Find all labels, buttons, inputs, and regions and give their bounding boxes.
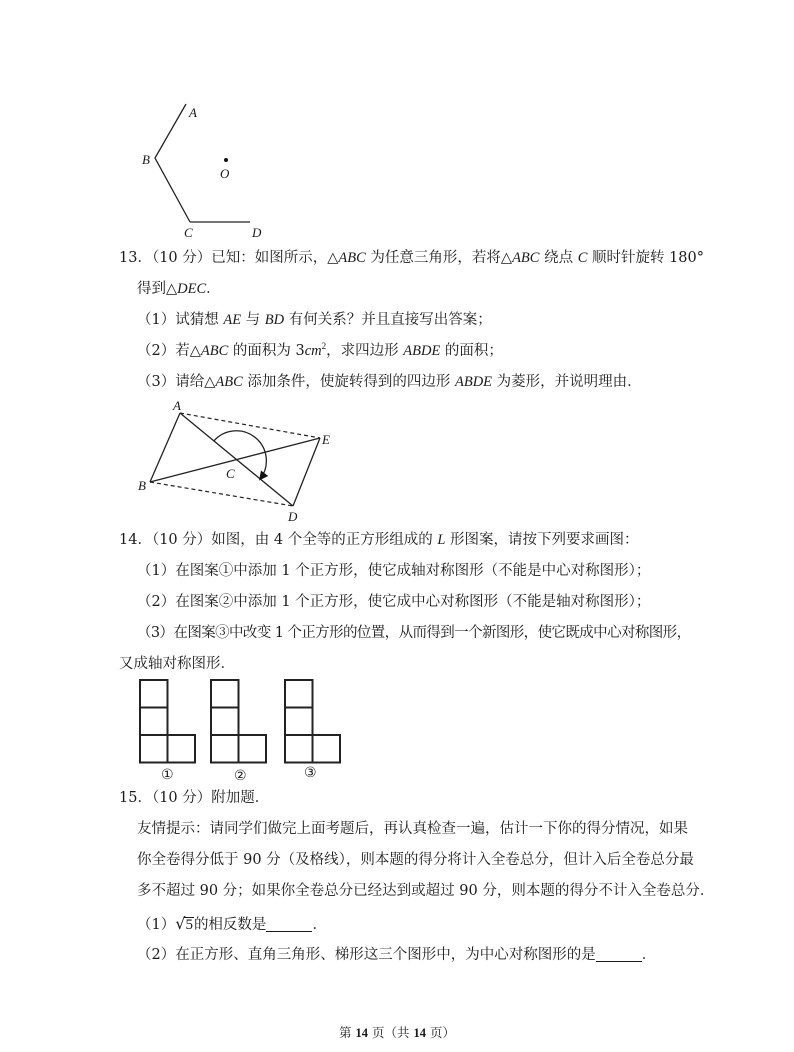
label-d: D — [288, 509, 298, 524]
l-shape-pattern-3 — [284, 679, 342, 765]
label-d: D — [252, 225, 262, 240]
answer-blank[interactable] — [596, 947, 642, 962]
pattern-label-1: ① — [161, 767, 174, 783]
page-footer — [0, 1025, 794, 1041]
label-c: C — [226, 466, 235, 481]
square — [239, 735, 267, 763]
text-run: ，求四边形 — [326, 343, 404, 359]
label-b: B — [142, 152, 150, 167]
segment-ed — [293, 438, 320, 506]
label-c: C — [184, 225, 193, 240]
math-var: ABC — [200, 343, 229, 359]
segment-ab — [150, 413, 180, 482]
footer-text: 第 — [339, 1025, 356, 1040]
q14-subquestion-3-continued: 又成轴对称图形． — [119, 656, 235, 672]
rotation-arrow-icon — [214, 431, 266, 479]
square — [211, 708, 239, 736]
label-o: O — [220, 166, 230, 181]
math-var: C — [577, 250, 588, 266]
q13-subquestion-3 — [137, 373, 642, 391]
math-var: ABDE — [403, 343, 441, 359]
math-var: L — [437, 532, 446, 548]
label-e: E — [322, 432, 330, 447]
text-run: 与 — [241, 312, 265, 328]
math-var: BD — [264, 312, 285, 328]
footer-text: 页） — [425, 1025, 455, 1040]
text-run: ． — [641, 947, 657, 963]
text-run: （2）在正方形、直角三角形、梯形这三个图形中，为中心对称图形的是 — [137, 947, 596, 963]
unit: cm — [304, 343, 322, 359]
square — [211, 735, 239, 763]
radical-sign: √ — [175, 914, 186, 933]
text-run: 的面积； — [440, 343, 503, 359]
q13-stem-line2 — [137, 280, 221, 298]
text-run: 14．（10 分）如图，由 4 个全等的正方形组成的 — [119, 532, 438, 548]
square — [285, 735, 313, 763]
text-run: 绕点 — [539, 250, 578, 266]
q15-tip-line3: 多不超过 90 分；如果你全卷总分已经达到或超过 90 分，则本题的得分不计入全卷总分． — [137, 883, 715, 899]
q14-subquestion-3: （3）在图案③中改变 1 个正方形的位置，从而得到一个新图形，使它既成中心对称图形， — [137, 625, 691, 641]
math-var: ABC — [512, 250, 540, 266]
square — [140, 735, 168, 763]
math-var: ABC — [338, 250, 366, 266]
pattern-label-2: ② — [234, 768, 247, 784]
q13-subquestion-2 — [137, 342, 503, 361]
radicand: 5 — [185, 917, 193, 933]
label-b: B — [138, 478, 146, 493]
segment-be — [150, 438, 320, 482]
q14-subquestion-2: （2）在图案②中添加 1 个正方形，使它成中心对称图形（不能是轴对称图形）； — [137, 594, 651, 610]
text-run: 有何关系？并且直接写出答案； — [284, 312, 492, 328]
text-run: （2）若△ — [137, 343, 201, 359]
point-o — [224, 158, 228, 162]
text-run: 的面积为 3 — [228, 343, 305, 359]
q15-subquestion-1 — [137, 915, 327, 934]
square — [285, 708, 313, 736]
answer-blank[interactable] — [266, 917, 312, 932]
text-run: 添加条件，使旋转得到的四边形 — [242, 374, 455, 390]
q13-subquestion-1 — [137, 311, 492, 329]
square — [285, 680, 313, 708]
text-run: （3）请给△ — [137, 374, 216, 390]
math-var: ABDE — [455, 374, 493, 390]
q15-tip-line2: 你全卷得分低于 90 分（及格线），则本题的得分将计入全卷总分，但计入后全卷总分最 — [137, 852, 694, 868]
math-var: AE — [223, 312, 242, 328]
text-run: 13．（10 分）已知：如图所示，△ — [119, 250, 339, 266]
q15-tip-line1: 友情提示：请同学们做完上面考题后，再认真检查一遍，估计一下你的得分情况，如果 — [137, 821, 688, 837]
l-shape-pattern-2 — [210, 679, 268, 765]
l-shape-pattern-1 — [139, 679, 197, 765]
dashed-segment-bd — [150, 482, 293, 506]
text-run: 顺时针旋转 180° — [587, 250, 705, 266]
label-a: A — [189, 105, 197, 120]
square — [168, 735, 196, 763]
pattern-label-3: ③ — [304, 765, 317, 781]
q15-stem: 15．（10 分）附加题． — [119, 790, 270, 806]
q13-stem-line1 — [119, 249, 704, 267]
q15-subquestion-2 — [137, 946, 656, 964]
q14-subquestion-1: （1）在图案①中添加 1 个正方形，使它成轴对称图形（不能是中心对称图形）； — [137, 563, 651, 579]
total-page-number: 14 — [413, 1026, 426, 1040]
math-var: ABC — [215, 374, 243, 390]
q14-stem — [119, 531, 639, 549]
text-run: 为菱形，并说明理由． — [492, 374, 642, 390]
unit-exponent: 2 — [321, 341, 327, 351]
label-a: A — [173, 398, 181, 413]
text-run: 形图案，请按下列要求画图： — [445, 532, 639, 548]
math-var: DEC — [177, 281, 207, 297]
current-page-number: 14 — [355, 1026, 369, 1040]
text-run: 的相反数是 — [193, 917, 267, 933]
figure-q13-parallelogram — [135, 395, 340, 527]
text-run: 得到△ — [137, 281, 178, 297]
text-run: ． — [312, 917, 327, 933]
segment-a-b-c — [155, 104, 190, 222]
figure-q12 — [130, 95, 270, 245]
square — [140, 708, 168, 736]
text-run: （1） — [137, 917, 176, 933]
text-run: （1）试猜想 — [137, 312, 224, 328]
footer-text: 页（共 — [368, 1025, 414, 1040]
text-run: ． — [206, 281, 221, 297]
square — [313, 735, 341, 763]
text-run: 为任意三角形，若将△ — [365, 250, 513, 266]
square — [140, 680, 168, 708]
square — [211, 680, 239, 708]
